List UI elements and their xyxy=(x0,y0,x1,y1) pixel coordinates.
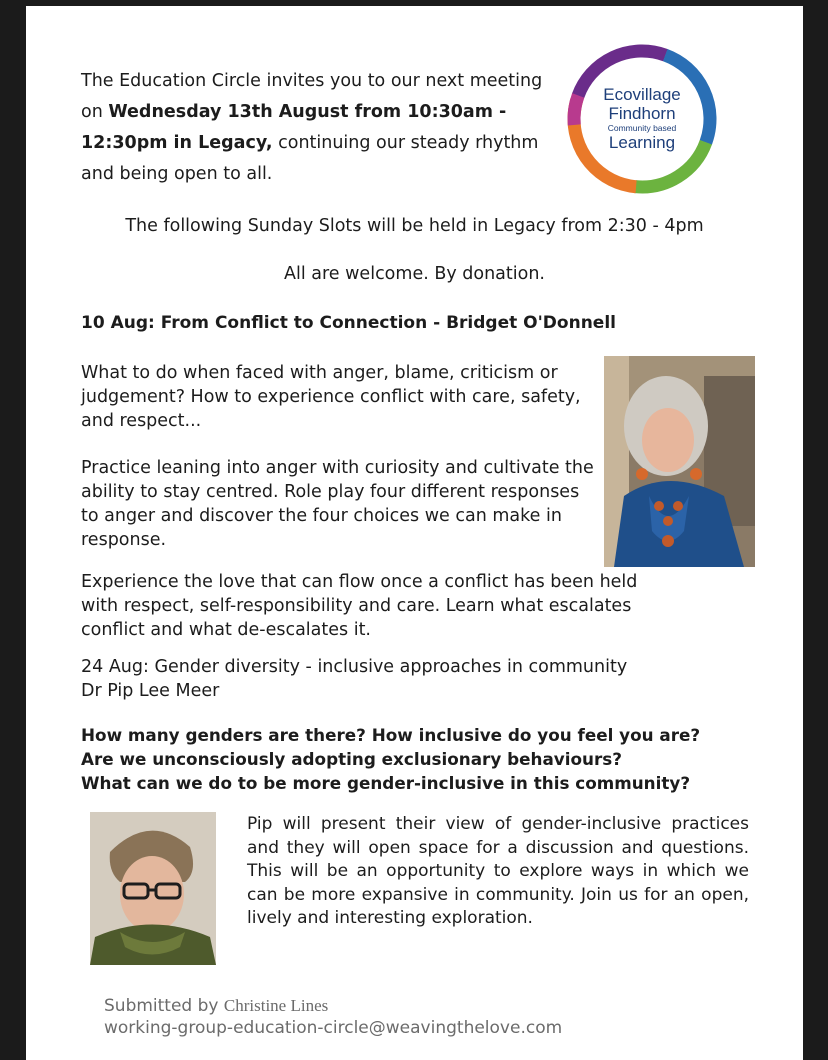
event2-description: Pip will present their view of gender-inclusive practices and they will open space for a discussion and questions. This will be an opportunity to explore ways in which we can be more expansive in community. Join us for an open, lively and interesting exploration. xyxy=(247,814,749,928)
event2-question-3: What can we do to be more gender-inclusive in this community? xyxy=(81,773,691,793)
event2-title: 24 Aug: Gender diversity - inclusive approaches in community xyxy=(81,657,628,677)
intro-meeting-time: Wednesday 13th August from 10:30am - 12:30pm in Legacy, xyxy=(81,102,507,153)
event2-question-2: Are we unconsciously adopting exclusionary behaviours? xyxy=(81,749,622,769)
submitted-name: Christine Lines xyxy=(223,996,329,1015)
ecovillage-findhorn-logo xyxy=(566,43,718,195)
submitted-by xyxy=(104,996,704,1016)
intro-paragraph xyxy=(81,66,551,190)
welcome-line: All are welcome. By donation. xyxy=(284,264,545,284)
flyer-page xyxy=(26,6,803,1060)
event1-paragraph-3: Experience the love that can flow once a conflict has been held with respect, self-responsibility and care. Learn what escalates conflict and what de-escalates it. xyxy=(81,572,638,640)
event2-question-1: How many genders are there? How inclusive do you feel you are? xyxy=(81,725,701,745)
event1-paragraph-2: Practice leaning into anger with curiosity and cultivate the ability to stay centred. Role play four different responses to anger and discover the four choices we can make in response. xyxy=(81,458,594,550)
bridget-photo xyxy=(604,356,755,567)
intro-text-end: continuing our steady rhythm and being open to all. xyxy=(81,133,539,184)
event1-title: 10 Aug: From Conflict to Connection - Bridget O'Donnell xyxy=(81,313,616,333)
pip-photo xyxy=(90,812,216,965)
submitted-label: Submitted by xyxy=(104,996,219,1016)
logo-line-community: Community based xyxy=(607,123,677,133)
sunday-slots-line: The following Sunday Slots will be held in Legacy from 2:30 - 4pm xyxy=(125,216,704,236)
event1-paragraph-1: What to do when faced with anger, blame, criticism or judgement? How to experience conflict with care, safety, and respect... xyxy=(81,363,581,431)
pip-portrait-image xyxy=(90,812,216,965)
logo-line-ecovillage: Ecovillage xyxy=(603,85,681,104)
event2-speaker: Dr Pip Lee Meer xyxy=(81,681,220,701)
bridget-portrait-image xyxy=(604,356,755,567)
logo-line-learning: Learning xyxy=(608,133,676,152)
contact-email[interactable]: working-group-education-circle@weavingthelove.com xyxy=(104,1018,563,1038)
intro-text: The Education Circle invites you to our next meeting on xyxy=(81,71,543,122)
logo-text xyxy=(566,85,718,152)
logo-line-findhorn: Findhorn xyxy=(608,104,676,123)
